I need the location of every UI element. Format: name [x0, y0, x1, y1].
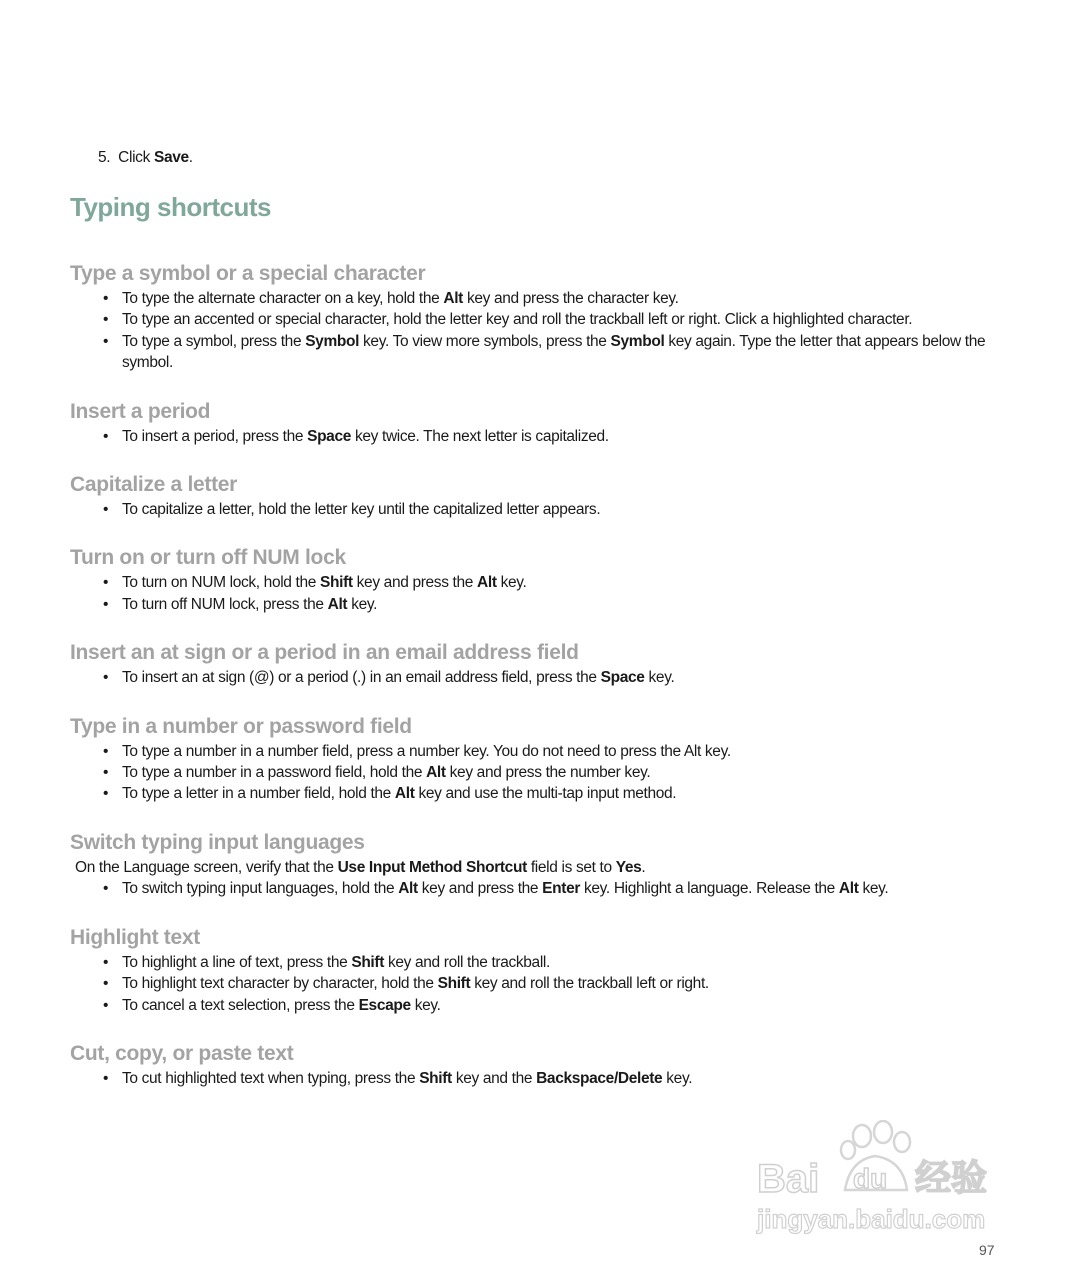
text-segment: To type a number in a number field, press a number key. You do not need to press the Alt key. [122, 742, 731, 760]
bullet-list [70, 426, 1010, 447]
text-segment: key and use the multi-tap input method. [414, 785, 677, 803]
bold-term: Symbol [305, 332, 360, 350]
bullet-list [70, 667, 1010, 688]
list-item [70, 878, 1010, 899]
bold-term: Alt [327, 595, 348, 613]
list-item [70, 741, 1010, 762]
section-heading: Switch typing input languages [70, 830, 365, 854]
text-segment: key. [347, 595, 378, 613]
text-segment: To type an accented or special character, hold the letter key and roll the trackball left or right. Click a highlighted character. [122, 311, 913, 329]
section [70, 924, 1010, 1016]
list-item [70, 1068, 1010, 1089]
section [70, 713, 1010, 805]
text-segment: key and the [451, 1069, 537, 1087]
bullet-icon: • [103, 742, 109, 760]
baidu-watermark-logo [755, 1120, 1005, 1240]
bullet-icon: • [103, 996, 109, 1014]
section-heading: Cut, copy, or paste text [70, 1041, 294, 1065]
text-segment: To turn on NUM lock, hold the [122, 574, 320, 592]
list-item [70, 426, 1010, 447]
bullet-icon: • [103, 290, 109, 307]
text-segment: To type a letter in a number field, hold the [122, 785, 395, 803]
step-text [118, 149, 193, 166]
section [70, 471, 1010, 520]
text-segment: key and press the number key. [445, 764, 651, 782]
bold-term: Alt [394, 785, 415, 803]
text-segment: key. [410, 996, 441, 1014]
bullet-icon: • [103, 427, 109, 445]
section-heading: Capitalize a letter [70, 473, 238, 497]
bold-term: Shift [351, 953, 385, 971]
bold-term: Use Input Method Shortcut [337, 858, 527, 876]
bullet-icon: • [103, 574, 109, 592]
bold-term: Backspace/Delete [536, 1069, 663, 1087]
svg-text:Bai: Bai [757, 1157, 820, 1201]
bullet-list [70, 572, 1010, 615]
text-segment: key and roll the trackball left or right. [470, 975, 709, 993]
bold-term: Alt [477, 574, 497, 592]
bold-term: Space [600, 669, 645, 687]
list-item [70, 973, 1010, 994]
text-segment: key. [858, 880, 889, 898]
text-segment: key again. Type the letter that appears below the symbol. [122, 332, 986, 372]
text-segment: To cancel a text selection, press the [122, 996, 359, 1014]
text-segment: To highlight a line of text, press the [122, 953, 352, 971]
bold-term: Enter [542, 880, 581, 898]
list-item [70, 499, 1010, 520]
section-heading: Type in a number or password field [70, 714, 412, 738]
section-heading: Insert an at sign or a period in an email address field [70, 641, 579, 665]
bold-term: Alt [838, 880, 859, 898]
text-segment: key. Highlight a language. Release the [580, 880, 839, 898]
section-heading: Insert a period [70, 399, 211, 423]
text-segment: To insert a period, press the [122, 427, 308, 445]
section-heading: Type a symbol or a special character [70, 262, 426, 285]
bullet-list [70, 1068, 1010, 1089]
svg-text:jingyan.baidu.com: jingyan.baidu.com [757, 1204, 986, 1234]
bold-term: Space [307, 427, 351, 445]
text-segment: field is set to [526, 858, 616, 876]
bold-term: Symbol [610, 332, 665, 350]
text-segment: To cut highlighted text when typing, press the [122, 1069, 420, 1087]
bold-term: Shift [320, 574, 353, 592]
bold-term: Yes [615, 858, 642, 876]
text-segment: On the Language screen, verify that the [75, 858, 338, 876]
bullet-list [70, 952, 1010, 1016]
text-segment: To switch typing input languages, hold the [122, 880, 399, 898]
step-5 [98, 147, 193, 169]
text-segment: key and press the [352, 574, 478, 592]
text-segment: To capitalize a letter, hold the letter key until the capitalized letter appears. [122, 501, 601, 519]
bullet-icon: • [103, 669, 109, 687]
sections [70, 260, 1010, 1089]
section-intro [70, 857, 1010, 878]
list-item [70, 952, 1010, 973]
bold-term: Shift [419, 1069, 452, 1087]
section [70, 544, 1010, 615]
page-title: Typing shortcuts [70, 192, 271, 222]
bullet-icon: • [103, 1069, 109, 1087]
bullet-icon: • [103, 332, 109, 350]
text-segment: . [641, 858, 646, 876]
svg-text:经验: 经验 [915, 1158, 988, 1199]
bullet-icon: • [103, 501, 109, 519]
list-item [70, 995, 1010, 1016]
section-heading: Turn on or turn off NUM lock [70, 546, 346, 570]
text-segment: To type a symbol, press the [122, 332, 306, 350]
list-item [70, 309, 1010, 330]
bullet-icon: • [103, 975, 109, 993]
bold-term: Alt [426, 764, 446, 782]
svg-text:du: du [853, 1163, 888, 1194]
section-heading: Highlight text [70, 925, 200, 949]
text-segment: key. [496, 574, 527, 592]
list-item [70, 667, 1010, 688]
list-item [70, 594, 1010, 615]
text-segment: To insert an at sign (@) or a period (.) in an email address field, press the [122, 669, 601, 687]
bullet-list [70, 878, 1010, 899]
step-number: 5. [98, 149, 111, 166]
bullet-list [70, 741, 1010, 805]
text-segment: To highlight text character by character, hold the [122, 975, 438, 993]
list-item [70, 572, 1010, 593]
bold-term: Alt [443, 290, 463, 307]
section [70, 1040, 1010, 1089]
text-segment: key twice. The next letter is capitalized. [351, 427, 609, 445]
page-number: 97 [979, 1242, 995, 1258]
text-segment: . [188, 149, 193, 166]
list-item [70, 762, 1010, 783]
text-segment: To type a number in a password field, hold the [122, 764, 427, 782]
list-item [70, 288, 1010, 309]
text-segment: To type the alternate character on a key, hold the [122, 290, 444, 307]
text-segment: key and roll the trackball. [384, 953, 550, 971]
bullet-icon: • [103, 953, 109, 971]
text-segment: Click [118, 149, 154, 166]
bullet-icon: • [103, 311, 109, 329]
text-segment: To turn off NUM lock, press the [122, 595, 328, 613]
text-segment: key and press the character key. [462, 290, 679, 307]
bold-term: Escape [358, 996, 411, 1014]
list-item [70, 331, 1010, 374]
section [70, 829, 1010, 900]
bullet-list [70, 288, 1010, 374]
list-item [70, 783, 1010, 804]
bullet-icon: • [103, 764, 109, 782]
text-segment: key and press the [417, 880, 543, 898]
text-segment: key. To view more symbols, press the [359, 332, 611, 350]
section [70, 639, 1010, 688]
bullet-list [70, 499, 1010, 520]
bullet-icon: • [103, 595, 109, 613]
bold-term: Alt [398, 880, 418, 898]
text-segment: key. [644, 669, 675, 687]
section [70, 398, 1010, 447]
section [70, 260, 1010, 374]
bullet-icon: • [103, 785, 109, 803]
text-segment: key. [662, 1069, 693, 1087]
bold-term: Shift [437, 975, 471, 993]
bullet-icon: • [103, 880, 109, 898]
bold-term: Save [153, 149, 189, 166]
